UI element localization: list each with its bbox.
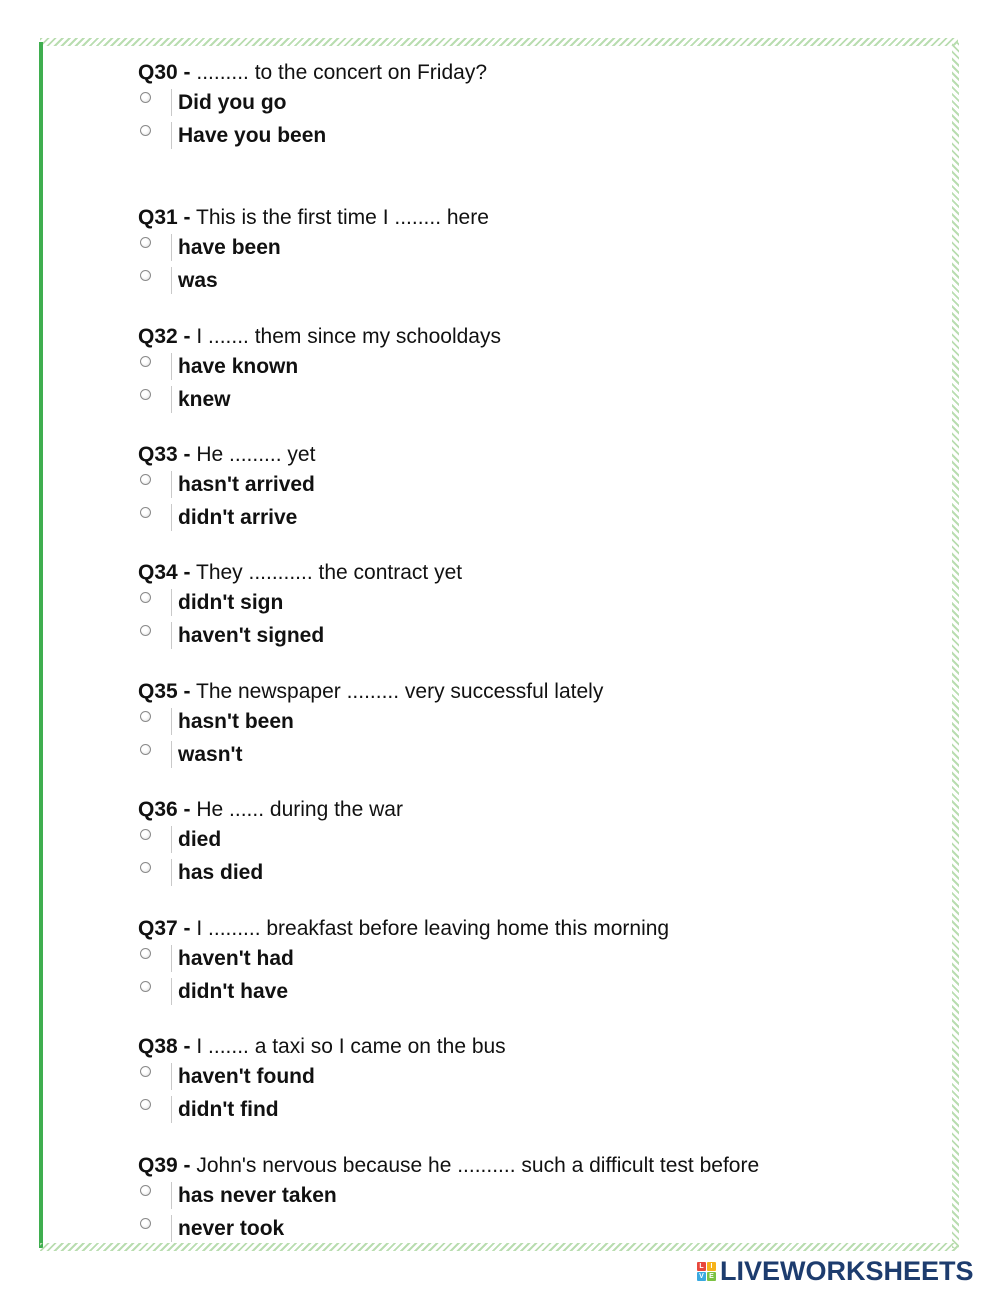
radio-button[interactable] <box>140 829 151 840</box>
question-number: Q31 - <box>138 206 191 229</box>
question-block <box>138 679 938 771</box>
logo-icon-cell: E <box>707 1272 716 1281</box>
question-number: Q38 - <box>138 1035 191 1058</box>
option-divider <box>171 471 172 498</box>
radio-button[interactable] <box>140 237 151 248</box>
question-text <box>138 797 938 823</box>
option-label: was <box>178 269 218 292</box>
option-label: hasn't been <box>178 710 294 733</box>
radio-button[interactable] <box>140 592 151 603</box>
option-label: haven't signed <box>178 624 325 647</box>
radio-button[interactable] <box>140 474 151 485</box>
option-label: hasn't arrived <box>178 473 315 496</box>
option-divider <box>171 386 172 413</box>
option-label: didn't find <box>178 1098 279 1121</box>
answer-option[interactable] <box>138 1093 938 1126</box>
answer-option[interactable] <box>138 705 938 738</box>
option-label: didn't have <box>178 980 289 1003</box>
logo-icon-cell: L <box>697 1262 706 1271</box>
question-block <box>138 442 938 534</box>
radio-button[interactable] <box>140 711 151 722</box>
question-block <box>138 1153 938 1245</box>
option-label: Have you been <box>178 124 327 147</box>
question-prompt: This is the first time I ........ here <box>190 206 489 229</box>
question-prompt: The newspaper ......... very successful lately <box>190 680 604 703</box>
question-block <box>138 324 938 416</box>
answer-option[interactable] <box>138 619 938 652</box>
radio-button[interactable] <box>140 1185 151 1196</box>
question-block <box>138 560 938 652</box>
answer-option[interactable] <box>138 856 938 889</box>
question-text <box>138 442 938 468</box>
frame-left-border <box>39 42 43 1248</box>
option-label: has died <box>178 861 264 884</box>
frame-top-border <box>40 38 958 46</box>
option-divider <box>171 708 172 735</box>
question-text <box>138 679 938 705</box>
radio-button[interactable] <box>140 744 151 755</box>
radio-button[interactable] <box>140 625 151 636</box>
question-number: Q33 - <box>138 443 191 466</box>
answer-option[interactable] <box>138 231 938 264</box>
radio-button[interactable] <box>140 92 151 103</box>
radio-button[interactable] <box>140 1099 151 1110</box>
option-divider <box>171 353 172 380</box>
answer-option[interactable] <box>138 975 938 1008</box>
question-number: Q32 - <box>138 325 191 348</box>
radio-button[interactable] <box>140 270 151 281</box>
answer-option[interactable] <box>138 501 938 534</box>
question-number: Q37 - <box>138 917 191 940</box>
question-prompt: They ........... the contract yet <box>190 561 463 584</box>
answer-option[interactable] <box>138 119 938 152</box>
option-divider <box>171 622 172 649</box>
answer-option[interactable] <box>138 468 938 501</box>
radio-button[interactable] <box>140 862 151 873</box>
question-number: Q34 - <box>138 561 191 584</box>
radio-button[interactable] <box>140 1066 151 1077</box>
question-block <box>138 205 938 297</box>
option-label: didn't arrive <box>178 506 298 529</box>
question-prompt: I ....... a taxi so I came on the bus <box>190 1035 506 1058</box>
question-prompt: He ......... yet <box>190 443 316 466</box>
radio-button[interactable] <box>140 125 151 136</box>
answer-option[interactable] <box>138 823 938 856</box>
option-divider <box>171 945 172 972</box>
option-divider <box>171 1096 172 1123</box>
answer-option[interactable] <box>138 586 938 619</box>
question-prompt: John's nervous because he .......... such a difficult test before <box>190 1154 760 1177</box>
logo-text: LIVEWORKSHEETS <box>720 1255 974 1286</box>
answer-option[interactable] <box>138 738 938 771</box>
question-text <box>138 560 938 586</box>
question-text <box>138 916 938 942</box>
question-number: Q39 - <box>138 1154 191 1177</box>
option-divider <box>171 89 172 116</box>
radio-button[interactable] <box>140 356 151 367</box>
option-divider <box>171 589 172 616</box>
answer-option[interactable] <box>138 1179 938 1212</box>
question-prompt: ......... to the concert on Friday? <box>190 61 488 84</box>
answer-option[interactable] <box>138 383 938 416</box>
option-divider <box>171 1182 172 1209</box>
option-divider <box>171 859 172 886</box>
question-text <box>138 205 938 231</box>
option-divider <box>171 122 172 149</box>
answer-option[interactable] <box>138 1060 938 1093</box>
option-label: haven't found <box>178 1065 315 1088</box>
question-block <box>138 1034 938 1126</box>
question-block <box>138 916 938 1008</box>
radio-button[interactable] <box>140 507 151 518</box>
option-label: Did you go <box>178 91 287 114</box>
option-divider <box>171 741 172 768</box>
logo-icon-cell: I <box>707 1262 716 1271</box>
question-number: Q35 - <box>138 680 191 703</box>
question-number: Q36 - <box>138 798 191 821</box>
frame-right-border <box>952 42 959 1248</box>
option-divider <box>171 826 172 853</box>
liveworksheets-logo <box>697 1257 974 1285</box>
question-prompt: I ....... them since my schooldays <box>190 325 501 348</box>
logo-icon <box>697 1262 716 1281</box>
option-divider <box>171 234 172 261</box>
question-text <box>138 324 938 350</box>
question-block <box>138 60 938 152</box>
answer-option[interactable] <box>138 350 938 383</box>
option-divider <box>171 1063 172 1090</box>
answer-option[interactable] <box>138 86 938 119</box>
option-label: have been <box>178 236 281 259</box>
question-prompt: He ...... during the war <box>190 798 403 821</box>
radio-button[interactable] <box>140 1218 151 1229</box>
option-label: never took <box>178 1217 285 1240</box>
option-divider <box>171 504 172 531</box>
option-divider <box>171 267 172 294</box>
answer-option[interactable] <box>138 942 938 975</box>
option-label: has never taken <box>178 1184 337 1207</box>
option-label: didn't sign <box>178 591 284 614</box>
logo-icon-cell: V <box>697 1272 706 1281</box>
radio-button[interactable] <box>140 948 151 959</box>
option-label: died <box>178 828 222 851</box>
option-label: haven't had <box>178 947 294 970</box>
question-number: Q30 - <box>138 61 191 84</box>
radio-button[interactable] <box>140 389 151 400</box>
question-text <box>138 60 938 86</box>
question-block <box>138 797 938 889</box>
answer-option[interactable] <box>138 264 938 297</box>
question-text <box>138 1034 938 1060</box>
option-divider <box>171 1215 172 1242</box>
question-prompt: I ......... breakfast before leaving home this morning <box>190 917 670 940</box>
option-label: have known <box>178 355 299 378</box>
radio-button[interactable] <box>140 981 151 992</box>
option-label: wasn't <box>178 743 243 766</box>
question-text <box>138 1153 938 1179</box>
answer-option[interactable] <box>138 1212 938 1245</box>
option-label: knew <box>178 388 231 411</box>
option-divider <box>171 978 172 1005</box>
